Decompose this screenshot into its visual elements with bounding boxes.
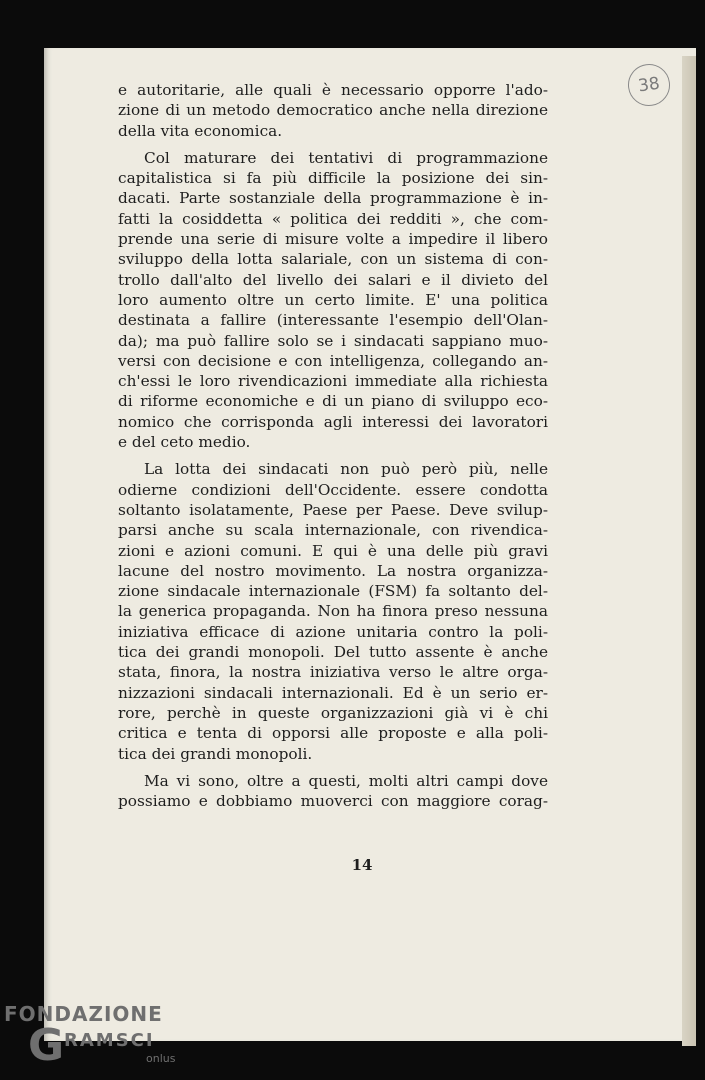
text-line: della vita economica. [118, 121, 283, 140]
paragraph [118, 459, 548, 763]
text-line: iniziativa efficace di azione unitaria contro la poli- [118, 622, 548, 641]
page-edge [682, 56, 696, 1046]
text-line: Ma vi sono, oltre a questi, molti altri campi dove [144, 771, 548, 790]
text-line: tica dei grandi monopoli. [118, 744, 313, 763]
text-line: Col maturare dei tentativi di programmazione [144, 148, 548, 167]
archive-number-stamp: 38 [625, 61, 672, 108]
watermark-line3: onlus [146, 1052, 176, 1065]
paragraph [118, 148, 548, 452]
text-line: soltanto isolatamente, Paese per Paese. Deve svilup- [118, 500, 548, 519]
text-line: e autoritarie, alle quali è necessario opporre l'ado- [118, 81, 548, 99]
text-line: versi con decisione e con intelligenza, collegando an- [118, 351, 548, 370]
fondazione-gramsci-watermark [4, 1002, 194, 1076]
text-line: rore, perchè in queste organizzazioni già vi è chi [118, 703, 548, 722]
text-line: nizzazioni sindacali internazionali. Ed è un serio er- [118, 683, 548, 702]
text-line: trollo dall'alto del livello dei salari e il divieto del [118, 270, 548, 289]
text-line: destinata a fallire (interessante l'esempio dell'Olan- [118, 311, 548, 330]
watermark-line1: FONDAZIONE [4, 1002, 163, 1026]
text-line: sviluppo della lotta salariale, con un sistema di con- [118, 250, 548, 269]
text-line: di riforme economiche e di un piano di sviluppo eco- [118, 392, 548, 411]
text-line: dacati. Parte sostanziale della programmazione è in- [118, 189, 548, 208]
text-line: tica dei grandi monopoli. Del tutto assente è anche [118, 643, 548, 662]
text-line: zioni e azioni comuni. E qui è una delle più gravi [118, 541, 548, 560]
watermark-line2: RAMSCI [64, 1030, 155, 1051]
text-line: da); ma può fallire solo se i sindacati sappiano muo- [118, 331, 548, 350]
text-line: stata, finora, la nostra iniziativa verso le altre orga- [118, 663, 548, 682]
page-number: 14 [351, 856, 373, 874]
text-line: ch'essi le loro rivendicazioni immediate alla richiesta [118, 372, 548, 391]
text-line: la generica propaganda. Non ha finora preso nessuna [118, 602, 548, 621]
text-line: capitalistica si fa più difficile la posizione dei sin- [118, 169, 548, 188]
text-line: nomico che corrisponda agli interessi dei lavoratori [118, 412, 548, 431]
paragraph [118, 771, 548, 812]
text-line: La lotta dei sindacati non può però più, nelle [144, 460, 548, 479]
text-line: possiamo e dobbiamo muoverci con maggiore corag- [118, 792, 548, 811]
text-line: parsi anche su scala internazionale, con rivendica- [118, 521, 548, 540]
text-line: lacune del nostro movimento. La nostra organizza- [118, 561, 548, 580]
paragraph [118, 80, 548, 141]
text-line: odierne condizioni dell'Occidente. essere condotta [118, 480, 548, 499]
text-line: prende una serie di misure volte a impedire il libero [118, 230, 548, 249]
text-line: zione di un metodo democratico anche nella direzione [118, 101, 548, 120]
body-text [118, 80, 548, 818]
watermark-g-logo: G [28, 1020, 65, 1071]
text-line: loro aumento oltre un certo limite. E' una politica [118, 290, 548, 309]
text-line: e del ceto medio. [118, 433, 251, 452]
text-line: critica e tenta di opporsi alle proposte e alla poli- [118, 724, 548, 743]
text-line: fatti la cosiddetta « politica dei redditi », che com- [118, 209, 548, 228]
text-line: zione sindacale internazionale (FSM) fa soltanto del- [118, 582, 548, 601]
